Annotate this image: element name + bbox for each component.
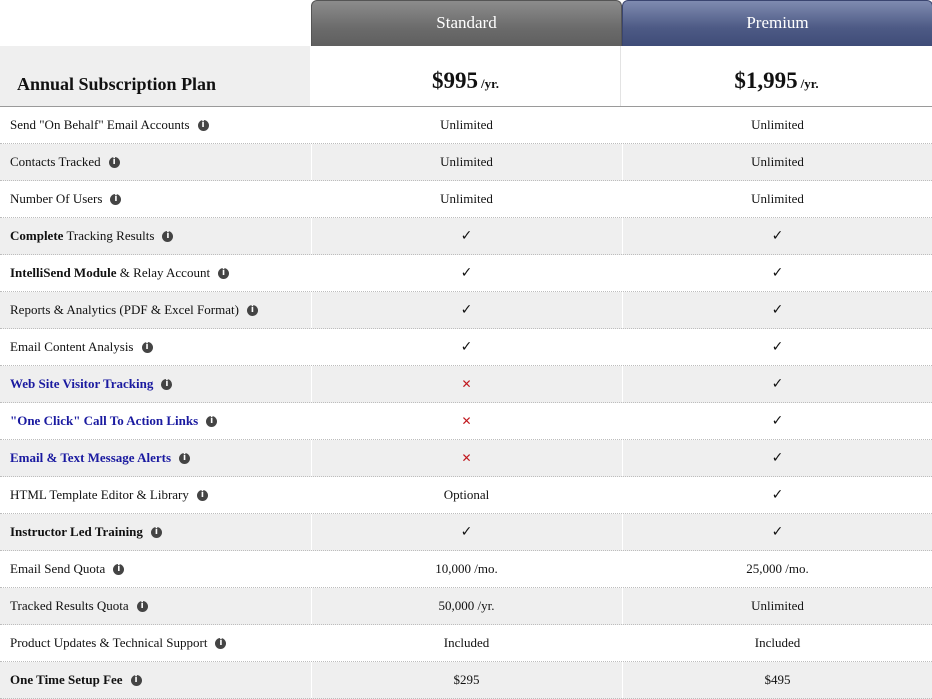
table-row (0, 625, 932, 662)
premium-value-cell (622, 181, 932, 217)
feature-name (10, 588, 148, 624)
feature-name-emphasis: One Time Setup Fee (10, 672, 123, 687)
table-row (0, 181, 932, 218)
price-unit-premium: /yr. (800, 76, 819, 91)
feature-name (10, 403, 217, 439)
feature-name (10, 218, 173, 254)
premium-value-cell (622, 366, 932, 402)
feature-name-text: Email Send Quota (10, 561, 106, 576)
premium-value-cell (622, 403, 932, 439)
feature-name-text: HTML Template Editor & Library (10, 487, 189, 502)
table-row (0, 255, 932, 292)
premium-value-cell (622, 329, 932, 365)
premium-value: Unlimited (751, 191, 804, 206)
feature-name (10, 625, 226, 661)
info-icon[interactable]: i (109, 157, 120, 168)
info-icon[interactable]: i (206, 416, 217, 427)
table-row (0, 514, 932, 551)
standard-value-cell (311, 588, 621, 624)
info-icon[interactable]: i (151, 527, 162, 538)
table-row (0, 588, 932, 625)
table-row (0, 107, 932, 144)
check-icon: ✓ (771, 302, 784, 318)
standard-value: 10,000 /mo. (435, 561, 498, 576)
check-icon: ✓ (460, 524, 473, 540)
table-row (0, 329, 932, 366)
check-icon: ✓ (771, 339, 784, 355)
feature-name-emphasis: IntelliSend Module (10, 265, 117, 280)
feature-name-emphasis: Email & Text Message Alerts (10, 450, 172, 465)
standard-value-cell (311, 477, 621, 513)
premium-value-cell (622, 107, 932, 143)
check-icon: ✓ (771, 376, 784, 392)
feature-name-text: Contacts Tracked (10, 154, 101, 169)
standard-value: Included (443, 635, 490, 650)
premium-value: Unlimited (751, 117, 804, 132)
price-amount-premium: $1,995 (734, 68, 798, 93)
feature-name (10, 107, 209, 143)
feature-name (10, 440, 190, 476)
table-row (0, 366, 932, 403)
info-icon[interactable]: i (179, 453, 190, 464)
feature-name (10, 181, 121, 217)
table-row (0, 144, 932, 181)
price-premium (622, 46, 931, 106)
feature-name (10, 551, 124, 587)
premium-value-cell (622, 588, 932, 624)
info-icon[interactable]: i (131, 675, 142, 686)
check-icon: ✓ (460, 265, 473, 281)
feature-table (0, 107, 932, 699)
table-row (0, 477, 932, 514)
table-row (0, 551, 932, 588)
standard-value: 50,000 /yr. (438, 598, 495, 613)
premium-value-cell (622, 477, 932, 513)
feature-name-emphasis: Web Site Visitor Tracking (10, 376, 154, 391)
feature-name (10, 366, 172, 402)
premium-value-cell (622, 292, 932, 328)
feature-name (10, 662, 142, 698)
feature-name-text: Tracked Results Quota (10, 598, 129, 613)
standard-value-cell (311, 403, 621, 439)
price-unit-standard: /yr. (481, 76, 499, 91)
standard-value-cell (311, 329, 621, 365)
feature-name (10, 255, 229, 291)
check-icon: ✓ (460, 302, 473, 318)
premium-value-cell (622, 662, 932, 698)
standard-value-cell (311, 662, 621, 698)
standard-value: Optional (443, 487, 490, 502)
standard-value-cell (311, 255, 621, 291)
feature-name (10, 477, 208, 513)
cross-icon: ✕ (461, 414, 472, 428)
premium-value-cell (622, 551, 932, 587)
table-row (0, 403, 932, 440)
info-icon[interactable]: i (197, 490, 208, 501)
standard-value-cell (311, 218, 621, 254)
standard-value: Unlimited (440, 154, 493, 169)
premium-value: Unlimited (751, 154, 804, 169)
cross-icon: ✕ (461, 451, 472, 465)
standard-value-cell (311, 292, 621, 328)
info-icon[interactable]: i (110, 194, 121, 205)
premium-value: Unlimited (751, 598, 804, 613)
info-icon[interactable]: i (137, 601, 148, 612)
standard-value: $295 (453, 672, 480, 687)
premium-value: Included (754, 635, 801, 650)
plan-label-cell (0, 46, 310, 107)
info-icon[interactable]: i (198, 120, 209, 131)
table-row (0, 292, 932, 329)
pricing-header (0, 0, 932, 107)
feature-name (10, 144, 120, 180)
info-icon[interactable]: i (247, 305, 258, 316)
premium-value: 25,000 /mo. (746, 561, 809, 576)
check-icon: ✓ (771, 413, 784, 429)
feature-name-emphasis: Instructor Led Training (10, 524, 143, 539)
premium-value-cell (622, 144, 932, 180)
feature-name-text: Email Content Analysis (10, 339, 134, 354)
premium-value: $495 (764, 672, 791, 687)
premium-value-cell (622, 440, 932, 476)
standard-value-cell (311, 107, 621, 143)
check-icon: ✓ (771, 265, 784, 281)
table-row (0, 218, 932, 255)
info-icon[interactable]: i (113, 564, 124, 575)
feature-name-text: Send "On Behalf" Email Accounts (10, 117, 190, 132)
check-icon: ✓ (460, 339, 473, 355)
feature-name-text: Reports & Analytics (PDF & Excel Format) (10, 302, 239, 317)
standard-value: Unlimited (440, 117, 493, 132)
info-icon[interactable]: i (162, 231, 173, 242)
cross-icon: ✕ (461, 377, 472, 391)
tier-tab-premium[interactable]: Premium (622, 0, 932, 46)
premium-value-cell (622, 255, 932, 291)
standard-value: Unlimited (440, 191, 493, 206)
standard-value-cell (311, 440, 621, 476)
table-row (0, 662, 932, 699)
premium-value-cell (622, 514, 932, 550)
price-standard (311, 46, 620, 106)
check-icon: ✓ (771, 487, 784, 503)
plan-label: Annual Subscription Plan (17, 74, 217, 94)
standard-value-cell (311, 144, 621, 180)
check-icon: ✓ (771, 228, 784, 244)
feature-name-text: Product Updates & Technical Support (10, 635, 208, 650)
feature-name-emphasis: "One Click" Call To Action Links (10, 413, 199, 428)
tier-tab-standard[interactable]: Standard (311, 0, 622, 46)
feature-name (10, 329, 153, 365)
premium-value-cell (622, 625, 932, 661)
standard-value-cell (311, 181, 621, 217)
table-row (0, 440, 932, 477)
standard-value-cell (311, 366, 621, 402)
standard-value-cell (311, 514, 621, 550)
price-amount-standard: $995 (432, 68, 479, 93)
check-icon: ✓ (460, 228, 473, 244)
feature-name-text: & Relay Account (116, 265, 211, 280)
premium-value-cell (622, 218, 932, 254)
feature-name-text: Number Of Users (10, 191, 103, 206)
info-icon[interactable]: i (161, 379, 172, 390)
standard-value-cell (311, 551, 621, 587)
feature-name (10, 514, 162, 550)
feature-name-text: Tracking Results (63, 228, 155, 243)
check-icon: ✓ (771, 450, 784, 466)
info-icon[interactable]: i (218, 268, 229, 279)
info-icon[interactable]: i (142, 342, 153, 353)
feature-name-emphasis: Complete (10, 228, 64, 243)
info-icon[interactable]: i (215, 638, 226, 649)
column-separator (620, 46, 621, 106)
feature-name (10, 292, 258, 328)
standard-value-cell (311, 625, 621, 661)
check-icon: ✓ (771, 524, 784, 540)
